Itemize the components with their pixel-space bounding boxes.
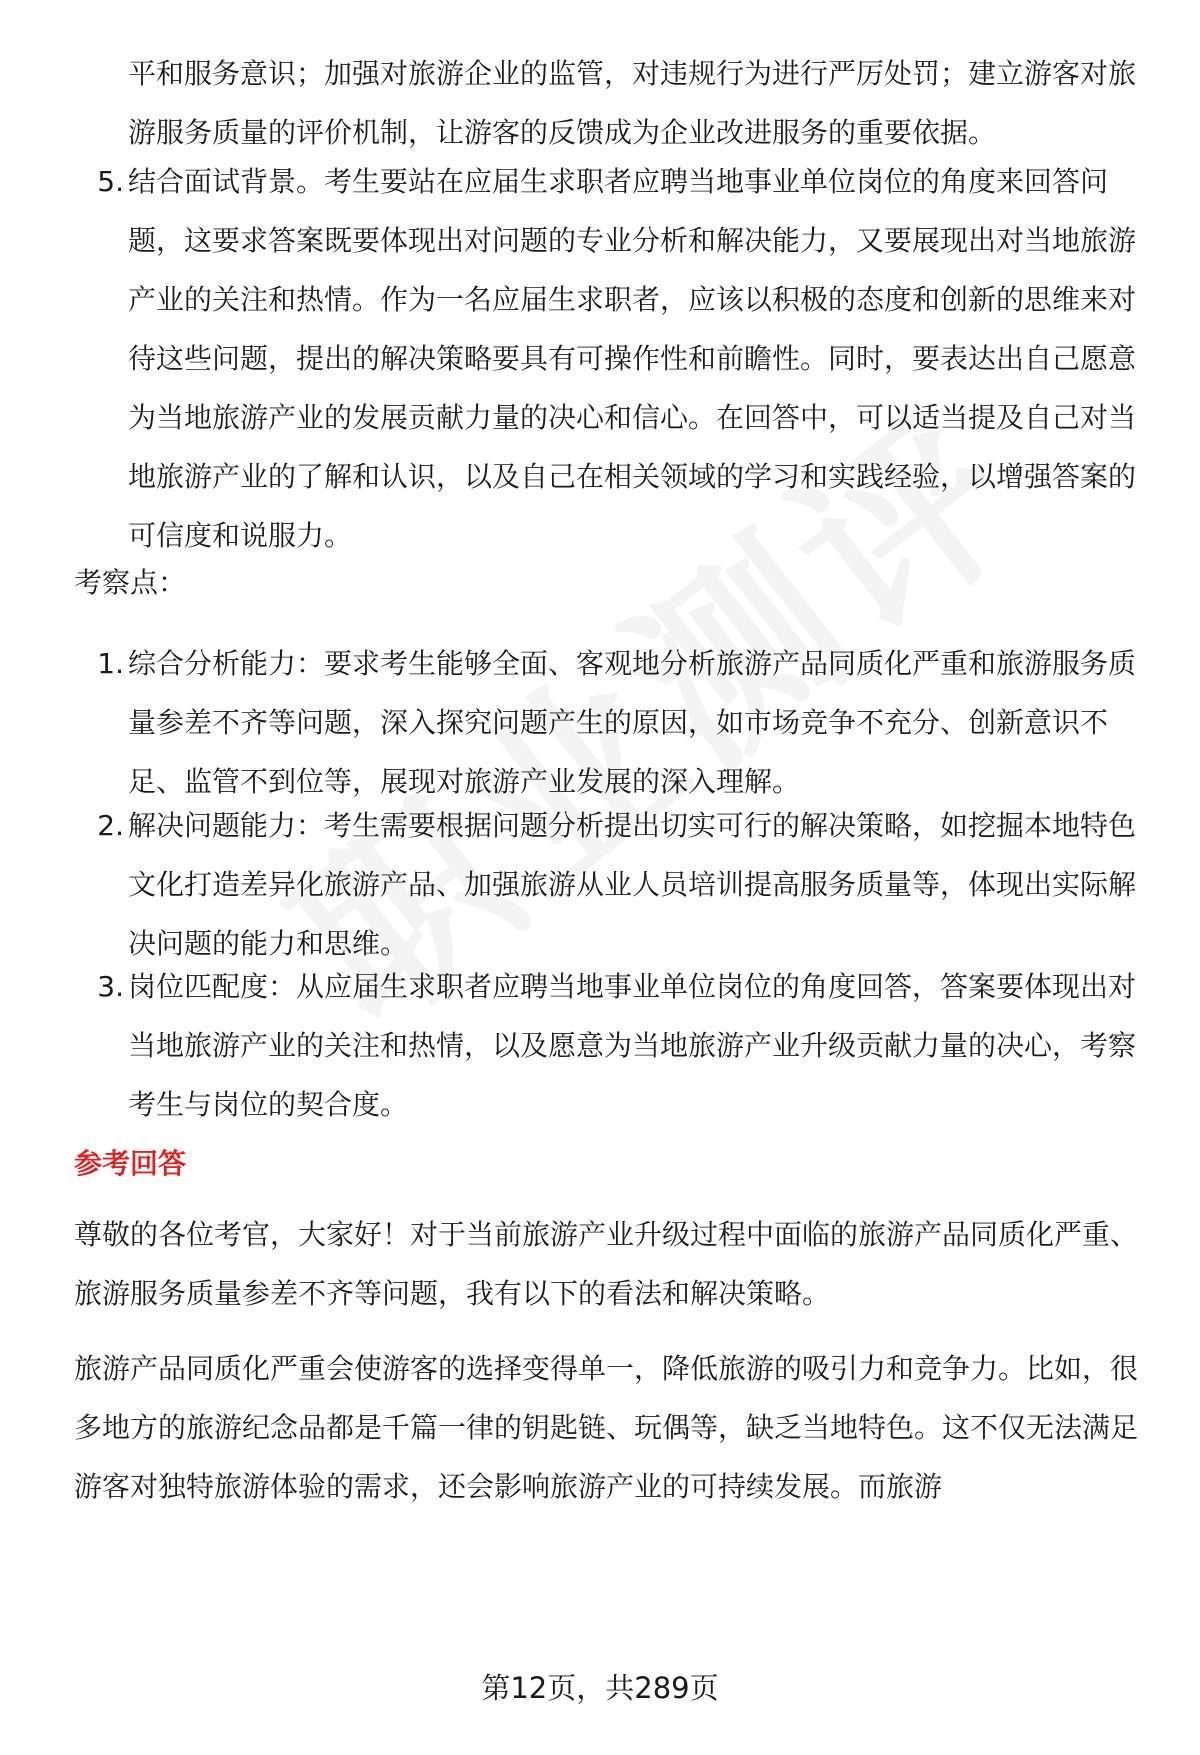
list-number: 5.	[97, 165, 124, 198]
list-text: 结合面试背景。考生要站在应届生求职者应聘当地事业单位岗位的角度来回答问题，这要求答案既要体现出对问题的专业分析和解决能力，又要展现出对当地旅游产业的关注和热情。作为一名应届生求职者，应该以积极的态度和创新的思维来对待这些问题，提出的解决策略要具有可操作性和前瞻性。同时，要表达出自己愿意为当地旅游产业的发展贡献力量的决心和信心。在回答中，可以适当提及自己对当地旅游产业的了解和认识，以及自己在相关领域的学习和实践经验，以增强答案的可信度和说服力。	[128, 165, 1137, 552]
list-item	[74, 152, 1146, 565]
list-number: 3.	[97, 970, 124, 1003]
list-item	[74, 634, 1146, 811]
section-label: 考察点：	[74, 566, 187, 599]
list-item	[74, 957, 1146, 1134]
answer-paragraph: 旅游产品同质化严重会使游客的选择变得单一，降低旅游的吸引力和竞争力。比如，很多地方的旅游纪念品都是千篇一律的钥匙链、玩偶等，缺乏当地特色。这不仅无法满足游客对独特旅游体验的需求，还会影响旅游产业的可持续发展。而旅游	[74, 1352, 1139, 1503]
answer-paragraph: 尊敬的各位考官，大家好！对于当前旅游产业升级过程中面临的旅游产品同质化严重、旅游服务质量参差不齐等问题，我有以下的看法和解决策略。	[74, 1218, 1139, 1310]
list-text: 岗位匹配度：从应届生求职者应聘当地事业单位岗位的角度回答，答案要体现出对当地旅游产业的关注和热情，以及愿意为当地旅游产业升级贡献力量的决心，考察考生与岗位的契合度。	[128, 970, 1137, 1121]
list-text: 综合分析能力：要求考生能够全面、客观地分析旅游产品同质化严重和旅游服务质量参差不齐等问题，深入探究问题产生的原因，如市场竞争不充分、创新意识不足、监管不到位等，展现对旅游产业发展的深入理解。	[128, 647, 1137, 798]
list-number: 1.	[97, 647, 124, 680]
answer-heading: 参考回答	[74, 1147, 187, 1180]
list-item	[74, 796, 1146, 973]
page-footer: 第12页，共289页	[481, 1671, 719, 1705]
list-text: 解决问题能力：考生需要根据问题分析提出切实可行的解决策略，如挖掘本地特色文化打造差异化旅游产品、加强旅游从业人员培训提高服务质量等，体现出实际解决问题的能力和思维。	[128, 809, 1137, 960]
list-number: 2.	[97, 809, 124, 842]
continuation-paragraph: 平和服务意识；加强对旅游企业的监管，对违规行为进行严厉处罚；建立游客对旅游服务质量的评价机制，让游客的反馈成为企业改进服务的重要依据。	[128, 57, 1137, 149]
